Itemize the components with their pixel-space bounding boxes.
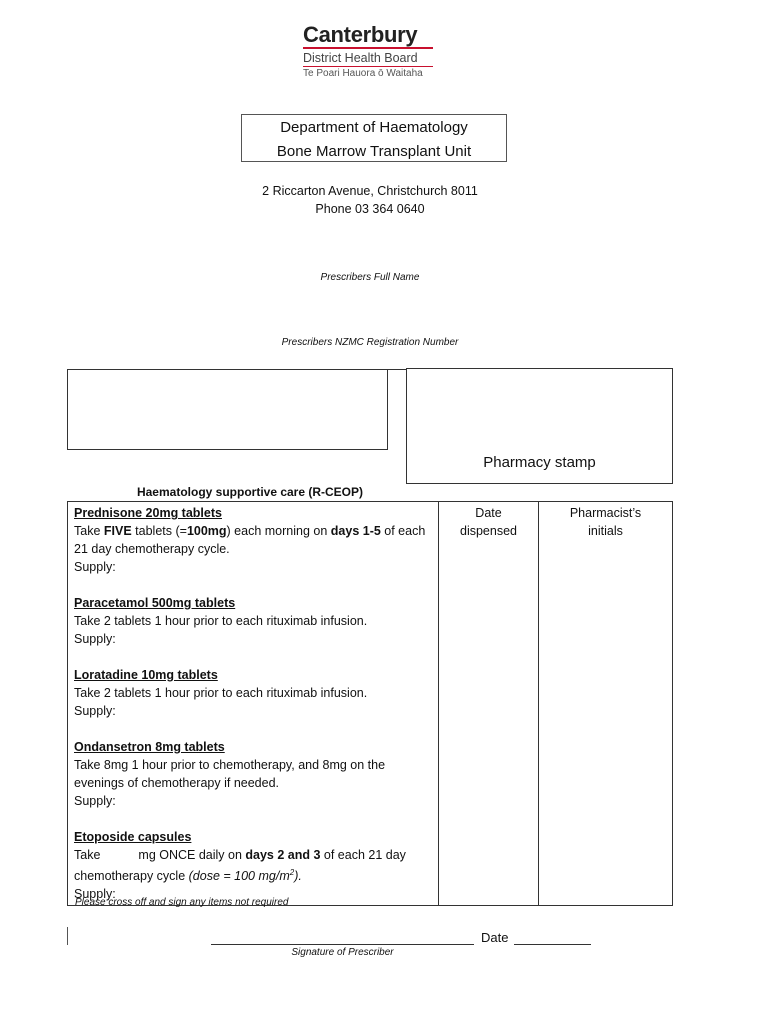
- medication-prednisone[interactable]: [74, 504, 432, 576]
- medication-ondansetron[interactable]: [74, 738, 432, 810]
- medication-supply: Supply:: [74, 794, 116, 808]
- margin-mark: [67, 927, 68, 945]
- medication-supply: Supply:: [74, 632, 116, 646]
- medication-loratadine[interactable]: [74, 666, 432, 720]
- address-block: [0, 182, 740, 218]
- medication-name: Etoposide capsules: [74, 830, 192, 844]
- medications-cell: [68, 502, 439, 906]
- medication-instructions: Take 8mg 1 hour prior to chemotherapy, and 8mg on the evenings of chemotherapy if needed.: [74, 758, 386, 790]
- date-dispensed-column[interactable]: [439, 502, 539, 906]
- phone-number: Phone 03 364 0640: [315, 202, 425, 216]
- pharmacist-initials-column[interactable]: [539, 502, 673, 906]
- logo-maori-subtitle: Te Poari Hauora ō Waitaha: [303, 68, 423, 79]
- medication-instructions: Take 2 tablets 1 hour prior to each rituximab infusion.: [74, 686, 368, 700]
- prescriber-name-label: Prescribers Full Name: [320, 272, 420, 283]
- medication-paracetamol[interactable]: [74, 594, 432, 648]
- column-header-dispensed: dispensed: [460, 524, 517, 538]
- column-header-pharmacist: Pharmacist’s: [569, 506, 642, 520]
- medication-name: Ondansetron 8mg tablets: [74, 740, 225, 754]
- prescriber-registration-label: Prescribers NZMC Registration Number: [281, 337, 459, 348]
- logo-divider-2: [303, 66, 433, 67]
- unit-name: Bone Marrow Transplant Unit: [276, 143, 472, 160]
- department-box: [241, 114, 507, 162]
- logo-divider: [303, 47, 433, 49]
- medication-name: Paracetamol 500mg tablets: [74, 596, 236, 610]
- medication-supply: Supply:: [74, 704, 116, 718]
- column-header-initials: initials: [588, 524, 623, 538]
- signature-line[interactable]: [211, 944, 474, 945]
- table-row: [68, 502, 673, 906]
- date-line[interactable]: [514, 944, 591, 945]
- medication-name: Prednisone 20mg tablets: [74, 506, 222, 520]
- signature-label: Signature of Prescriber: [291, 947, 394, 958]
- medication-name: Loratadine 10mg tablets: [74, 668, 218, 682]
- logo-name: Canterbury: [303, 22, 418, 47]
- logo-subtitle: District Health Board: [303, 51, 418, 65]
- street-address: 2 Riccarton Avenue, Christchurch 8011: [262, 184, 478, 198]
- box-connector: [388, 369, 406, 381]
- medication-instructions: Take mg ONCE daily on days 2 and 3 of each 21 day chemotherapy cycle (dose = 100 $mg/m^2$).: [74, 848, 406, 884]
- patient-details-box[interactable]: [67, 369, 388, 450]
- department-name: Department of Haematology: [280, 119, 468, 136]
- pharmacy-stamp-label: Pharmacy stamp: [483, 454, 596, 471]
- prescription-table: [67, 501, 673, 906]
- table-title: Haematology supportive care (R-CEOP): [136, 485, 364, 499]
- footnote: Please cross off and sign any items not required: [75, 897, 289, 908]
- date-label: Date: [481, 930, 509, 945]
- medication-etoposide[interactable]: [74, 828, 432, 903]
- column-header-date: Date: [475, 506, 502, 520]
- medication-supply: Supply:: [74, 887, 116, 902]
- medication-supply: Supply:: [74, 560, 116, 574]
- medication-instructions: Take FIVE tablets (=100mg) each morning on days 1-5 of each 21 day chemotherapy cycle.: [74, 524, 426, 556]
- medication-instructions: Take 2 tablets 1 hour prior to each rituximab infusion.: [74, 614, 368, 628]
